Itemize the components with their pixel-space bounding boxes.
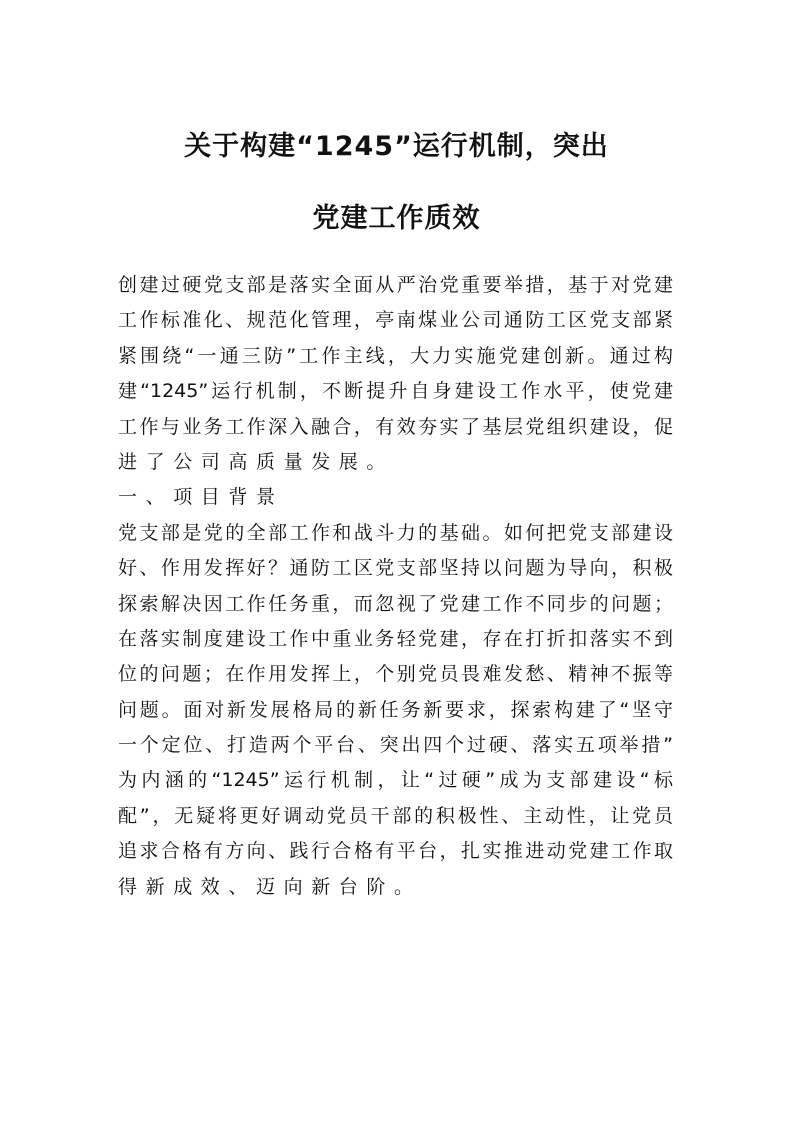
section-line: 在落实制度建设工作中重业务轻党建，存在打折扣落实不到 <box>118 627 673 650</box>
section-line: 配”，无疑将更好调动党员干部的积极性、主动性，让党员 <box>118 804 673 827</box>
section-line: 探索解决因工作任务重，而忽视了党建工作不同步的问题； <box>118 592 673 615</box>
section-line: 党支部是党的全部工作和战斗力的基础。如何把党支部建设 <box>118 521 673 544</box>
intro-line: 进了公司高质量发展。 <box>118 450 395 473</box>
section-line: 追求合格有方向、践行合格有平台，扎实推进动党建工作取 <box>118 840 673 863</box>
section-line: 一个定位、打造两个平台、突出四个过硬、落实五项举措” <box>118 734 673 757</box>
intro-line: 建“1245”运行机制，不断提升自身建设工作水平，使党建 <box>118 380 673 403</box>
intro-line: 紧围绕“一通三防”工作主线，大力实施党建创新。通过构 <box>118 344 673 367</box>
intro-line: 创建过硬党支部是落实全面从严治党重要举措，基于对党建 <box>118 274 673 296</box>
section-heading: 一、项目背景 <box>118 486 284 509</box>
intro-line: 工作标准化、规范化管理，亭南煤业公司通防工区党支部紧 <box>118 309 673 332</box>
document-body <box>118 268 673 905</box>
section-line: 好、作用发挥好？通防工区党支部坚持以问题为导向，积极 <box>118 557 673 580</box>
section-line: 为内涵的“1245”运行机制，让“过硬”成为支部建设“标 <box>118 769 673 792</box>
section-line: 位的问题；在作用发挥上，个别党员畏难发愁、精神不振等 <box>118 663 673 686</box>
document-title-line-1: 关于构建“1245”运行机制，突出 <box>184 131 609 162</box>
intro-line: 工作与业务工作深入融合，有效夯实了基层党组织建设，促 <box>118 415 673 438</box>
document-title-line-2: 党建工作质效 <box>312 203 481 234</box>
section-line: 问题。面对新发展格局的新任务新要求，探索构建了“坚守 <box>118 698 673 721</box>
section-line: 得新成效、迈向新台阶。 <box>118 875 422 898</box>
